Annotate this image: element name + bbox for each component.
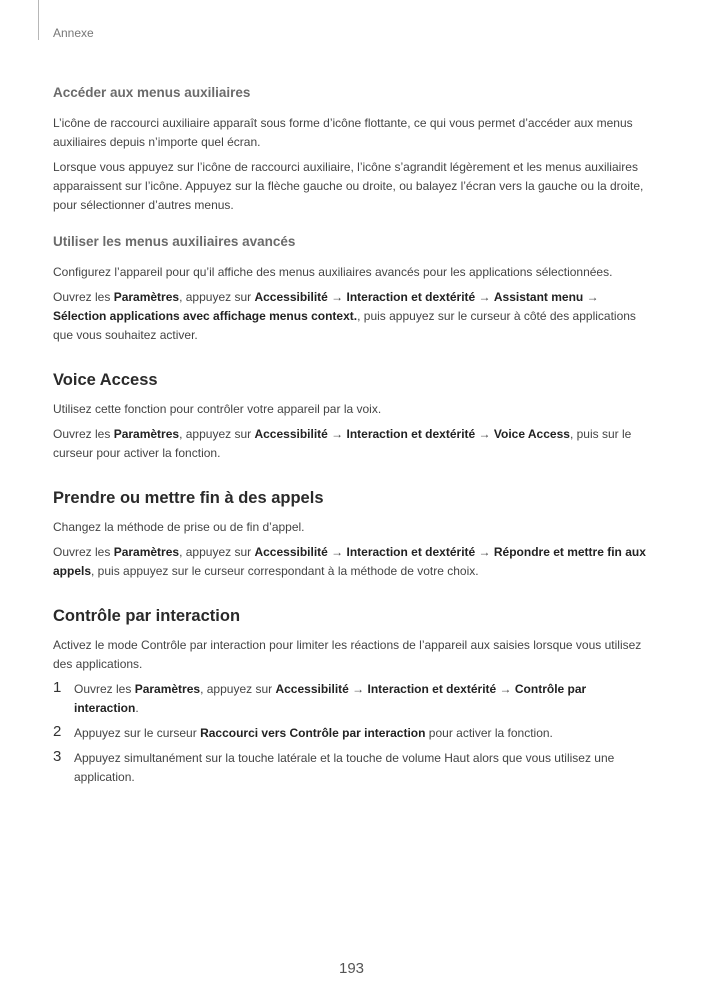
paragraph: Lorsque vous appuyez sur l’icône de raccourci auxiliaire, l’icône s’agrandit légèrement et les menus auxiliaires apparaissent sur l’icône. Appuyez sur la flèche gauche ou droite, ou balayez l’écran vers la gauche ou la droite, pour sélectionner d’autres menus. (53, 160, 644, 212)
step-number: 3 (53, 748, 62, 765)
heading-aux-menus: Accéder aux menus auxiliaires (53, 85, 251, 100)
step-number: 1 (53, 679, 62, 696)
heading-advanced-menus: Utiliser les menus auxiliaires avancés (53, 234, 296, 249)
step-item: 1 Ouvrez les Paramètres, appuyez sur Accessibilité → Interaction et dextérité → Contrôle par interaction. (53, 679, 587, 715)
paragraph: Utilisez cette fonction pour contrôler votre appareil par la voix. (53, 402, 382, 416)
step-item: 3 Appuyez simultanément sur la touche latérale et la touche de volume Haut alors que vous utilisez une application. (53, 748, 615, 784)
paragraph: Changez la méthode de prise ou de fin d’appel. (53, 520, 305, 534)
section-name: Annexe (53, 26, 94, 40)
paragraph: Activez le mode Contrôle par interaction pour limiter les réactions de l’appareil aux saisies lorsque vous utilisez des applications. (53, 638, 642, 671)
steps-list (53, 680, 653, 787)
instruction-paragraph: Ouvrez les Paramètres, appuyez sur Accessibilité → Interaction et dextérité → Voice Access, puis sur le curseur pour activer la fonction. (53, 427, 632, 460)
step-number: 2 (53, 723, 62, 740)
page-content (53, 84, 653, 793)
step-item: 2 Appuyez sur le curseur Raccourci vers Contrôle par interaction pour activer la fonction. (53, 723, 553, 740)
heading-voice-access: Voice Access (53, 371, 158, 389)
page-number: 193 (338, 960, 365, 977)
heading-interaction-control: Contrôle par interaction (53, 607, 241, 625)
instruction-paragraph: Ouvrez les Paramètres, appuyez sur Accessibilité → Interaction et dextérité → Assistant menu → Sélection applications avec affichage menus context., puis appuyez sur le curseur à côté des applications que vous souhaitez activer. (53, 290, 636, 342)
heading-calls: Prendre ou mettre fin à des appels (53, 489, 324, 507)
header-rule (38, 0, 39, 40)
paragraph: L’icône de raccourci auxiliaire apparaît sous forme d’icône flottante, ce qui vous permet d’accéder aux menus auxiliaires depuis n’importe quel écran. (53, 116, 633, 149)
instruction-paragraph: Ouvrez les Paramètres, appuyez sur Accessibilité → Interaction et dextérité → Répondre et mettre fin aux appels, puis appuyez sur le curseur correspondant à la méthode de votre choix. (53, 545, 646, 578)
paragraph: Configurez l’appareil pour qu’il affiche des menus auxiliaires avancés pour les applications sélectionnées. (53, 265, 613, 279)
